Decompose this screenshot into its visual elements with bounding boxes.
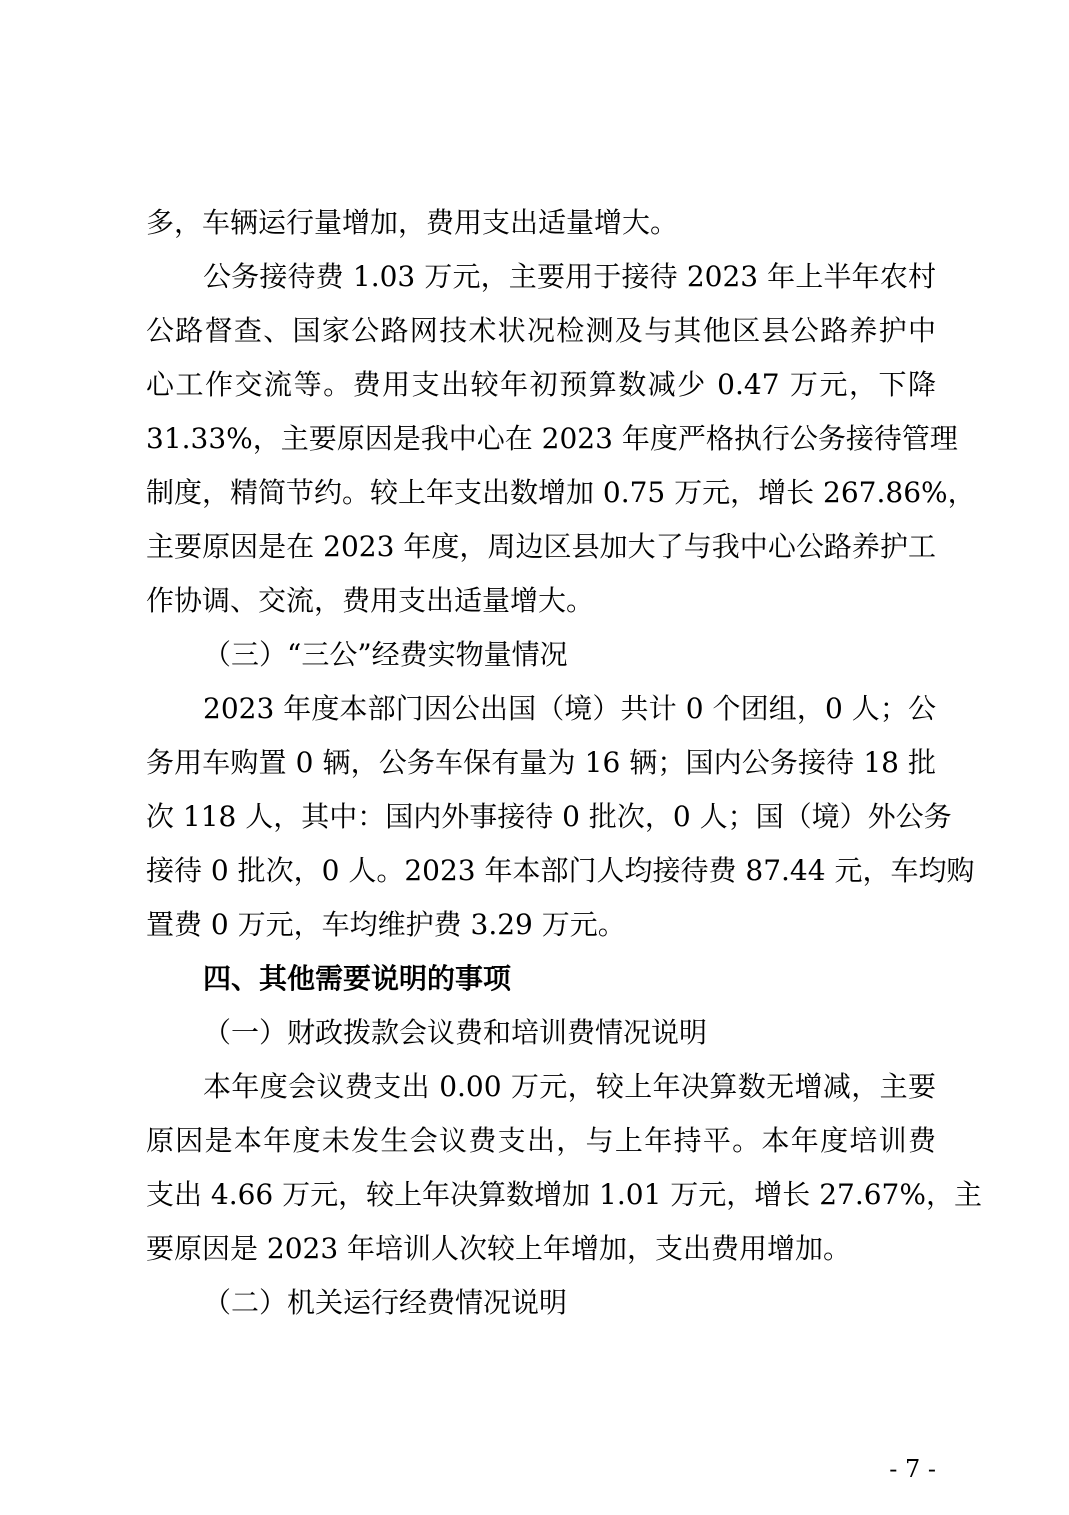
text-line: 置费 0 万元，车均维护费 3.29 万元。 (146, 908, 626, 941)
text-line: 支出 4.66 万元，较上年决算数增加 1.01 万元，增长 27.67%，主 (146, 1178, 982, 1211)
text-line: 心工作交流等。费用支出较年初预算数减少 0.47 万元，下降 (146, 368, 936, 401)
subheading-operating-expenses (146, 1276, 936, 1330)
text-line: 公路督查、国家公路网技术状况检测及与其他区县公路养护中 (146, 314, 936, 347)
section-heading-other-matters (146, 952, 936, 1006)
text-line: 接待 0 批次，0 人。2023 年本部门人均接待费 87.44 元，车均购 (146, 854, 975, 887)
text-line: 务用车购置 0 辆，公务车保有量为 16 辆；国内公务接待 18 批 (146, 746, 936, 779)
subheading-text: （一）财政拨款会议费和培训费情况说明 (203, 1016, 708, 1049)
text-line: 主要原因是在 2023 年度，周边区县加大了与我中心公路养护工 (146, 530, 936, 563)
paragraph-continuation (146, 196, 936, 250)
text-line: 公务接待费 1.03 万元，主要用于接待 2023 年上半年农村 (203, 260, 936, 293)
text-line: 原因是本年度未发生会议费支出，与上年持平。本年度培训费 (146, 1124, 936, 1157)
subheading-text: （二）机关运行经费情况说明 (203, 1286, 568, 1319)
document-body (146, 196, 982, 1330)
text-line: 作协调、交流，费用支出适量增大。 (146, 584, 595, 617)
subheading-text: （三）“三公”经费实物量情况 (203, 638, 568, 671)
subheading-meeting-training-fees (146, 1006, 936, 1060)
text-line: 31.33%，主要原因是我中心在 2023 年度严格执行公务接待管理 (146, 422, 958, 455)
text-line: 2023 年度本部门因公出国（境）共计 0 个团组，0 人；公 (203, 692, 936, 725)
subheading-three-public-quantities (146, 628, 936, 682)
paragraph-reception-fees (146, 250, 976, 628)
text-line: 要原因是 2023 年培训人次较上年增加，支出费用增加。 (146, 1232, 852, 1265)
page-number: - 7 - (889, 1455, 936, 1483)
text-line: 本年度会议费支出 0.00 万元，较上年决算数无增减，主要 (203, 1070, 936, 1103)
section-heading-text: 四、其他需要说明的事项 (203, 962, 512, 995)
text-line: 制度，精简节约。较上年支出数增加 0.75 万元，增长 267.86%， (146, 476, 976, 509)
paragraph-physical-quantities (146, 682, 975, 952)
text-line: 多，车辆运行量增加，费用支出适量增大。 (146, 206, 679, 239)
text-line: 次 118 人，其中：国内外事接待 0 批次，0 人；国（境）外公务 (146, 800, 952, 833)
paragraph-meeting-training-fees (146, 1060, 982, 1276)
